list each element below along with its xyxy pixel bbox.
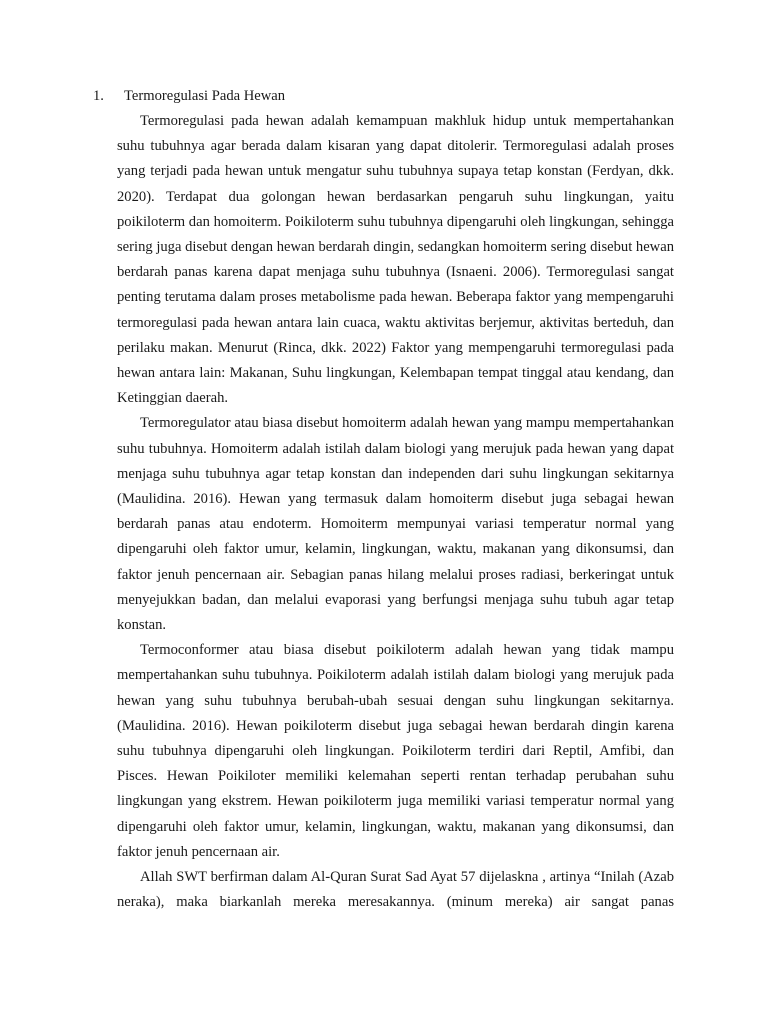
section-title: Termoregulasi Pada Hewan (124, 88, 286, 104)
section-heading (93, 86, 285, 106)
body-text (117, 109, 674, 916)
section-number: 1. (93, 88, 104, 104)
paragraph-homoiterm: Termoregulator atau biasa disebut homoiterm adalah hewan yang mampu mempertahankan suhu tubuhnya. Homoiterm adalah istilah dalam biologi yang merujuk pada hewan yang dapat menjaga suhu tubuhnya agar tetap konstan dan independen dari suhu lingkungan sekitarnya (Maulidina. 2016). Hewan yang termasuk dalam homoiterm disebut juga sebagai hewan berdarah panas atau endoterm. Homoiterm mempunyai variasi temperatur normal yang dipengaruhi oleh faktor umur, kelamin, lingkungan, waktu, makanan yang dikonsumsi, dan faktor jenuh pencernaan air. Sebagian panas hilang melalui proses radiasi, berkeringat untuk menyejukkan badan, dan melalui evaporasi yang berfungsi menjaga suhu tubuh agar tetap konstan. (117, 415, 674, 634)
paragraph-poikiloterm: Termoconformer atau biasa disebut poikiloterm adalah hewan yang tidak mampu mempertahankan suhu tubuhnya. Poikiloterm adalah istilah dalam biologi yang merujuk pada hewan yang suhu tubuhnya berubah-ubah sesuai dengan suhu lingkungan sekitarnya. (Maulidina. 2016). Hewan poikiloterm disebut juga sebagai hewan berdarah dingin karena suhu tubuhnya dipengaruhi oleh lingkungan. Poikiloterm terdiri dari Reptil, Amfibi, dan Pisces. Hewan Poikiloter memiliki kelemahan seperti rentan terhadap perubahan suhu lingkungan yang ekstrem. Hewan poikiloterm juga memiliki variasi temperatur normal yang dipengaruhi oleh faktor umur, kelamin, lingkungan, waktu, makanan yang dikonsumsi, dan faktor jenuh pencernaan air. (117, 642, 674, 860)
paragraph-quran-verse: Allah SWT berfirman dalam Al-Quran Surat Sad Ayat 57 dijelaskna , artinya “Inilah (Azab neraka), maka biarkanlah mereka meresakannya. (minum mereka) air sangat panas (117, 869, 674, 911)
paragraph-termoregulasi: Termoregulasi pada hewan adalah kemampuan makhluk hidup untuk mempertahankan suhu tubuhnya agar berada dalam kisaran yang dapat ditolerir. Termoregulasi adalah proses yang terjadi pada hewan untuk mengatur suhu tubuhnya supaya tetap konstan (Ferdyan, dkk. 2020). Terdapat dua golongan hewan berdasarkan pengaruh suhu lingkungan, yaitu poikiloterm dan homoiterm. Poikiloterm suhu tubuhnya dipengaruhi oleh lingkungan, sehingga sering juga disebut dengan hewan berdarah dingin, sedangkan homoiterm sering disebut hewan berdarah panas karena dapat menjaga suhu tubuhnya (Isnaeni. 2006). Termoregulasi sangat penting terutama dalam proses metabolisme pada hewan. Beberapa faktor yang mempengaruhi termoregulasi pada hewan antara lain cuaca, waktu aktivitas berjemur, aktivitas berteduh, dan perilaku makan. Menurut (Rinca, dkk. 2022) Faktor yang mempengaruhi termoregulasi pada hewan antara lain: Makanan, Suhu lingkungan, Kelembapan tempat tinggal atau kendang, dan Ketinggian daerah. (117, 113, 674, 407)
